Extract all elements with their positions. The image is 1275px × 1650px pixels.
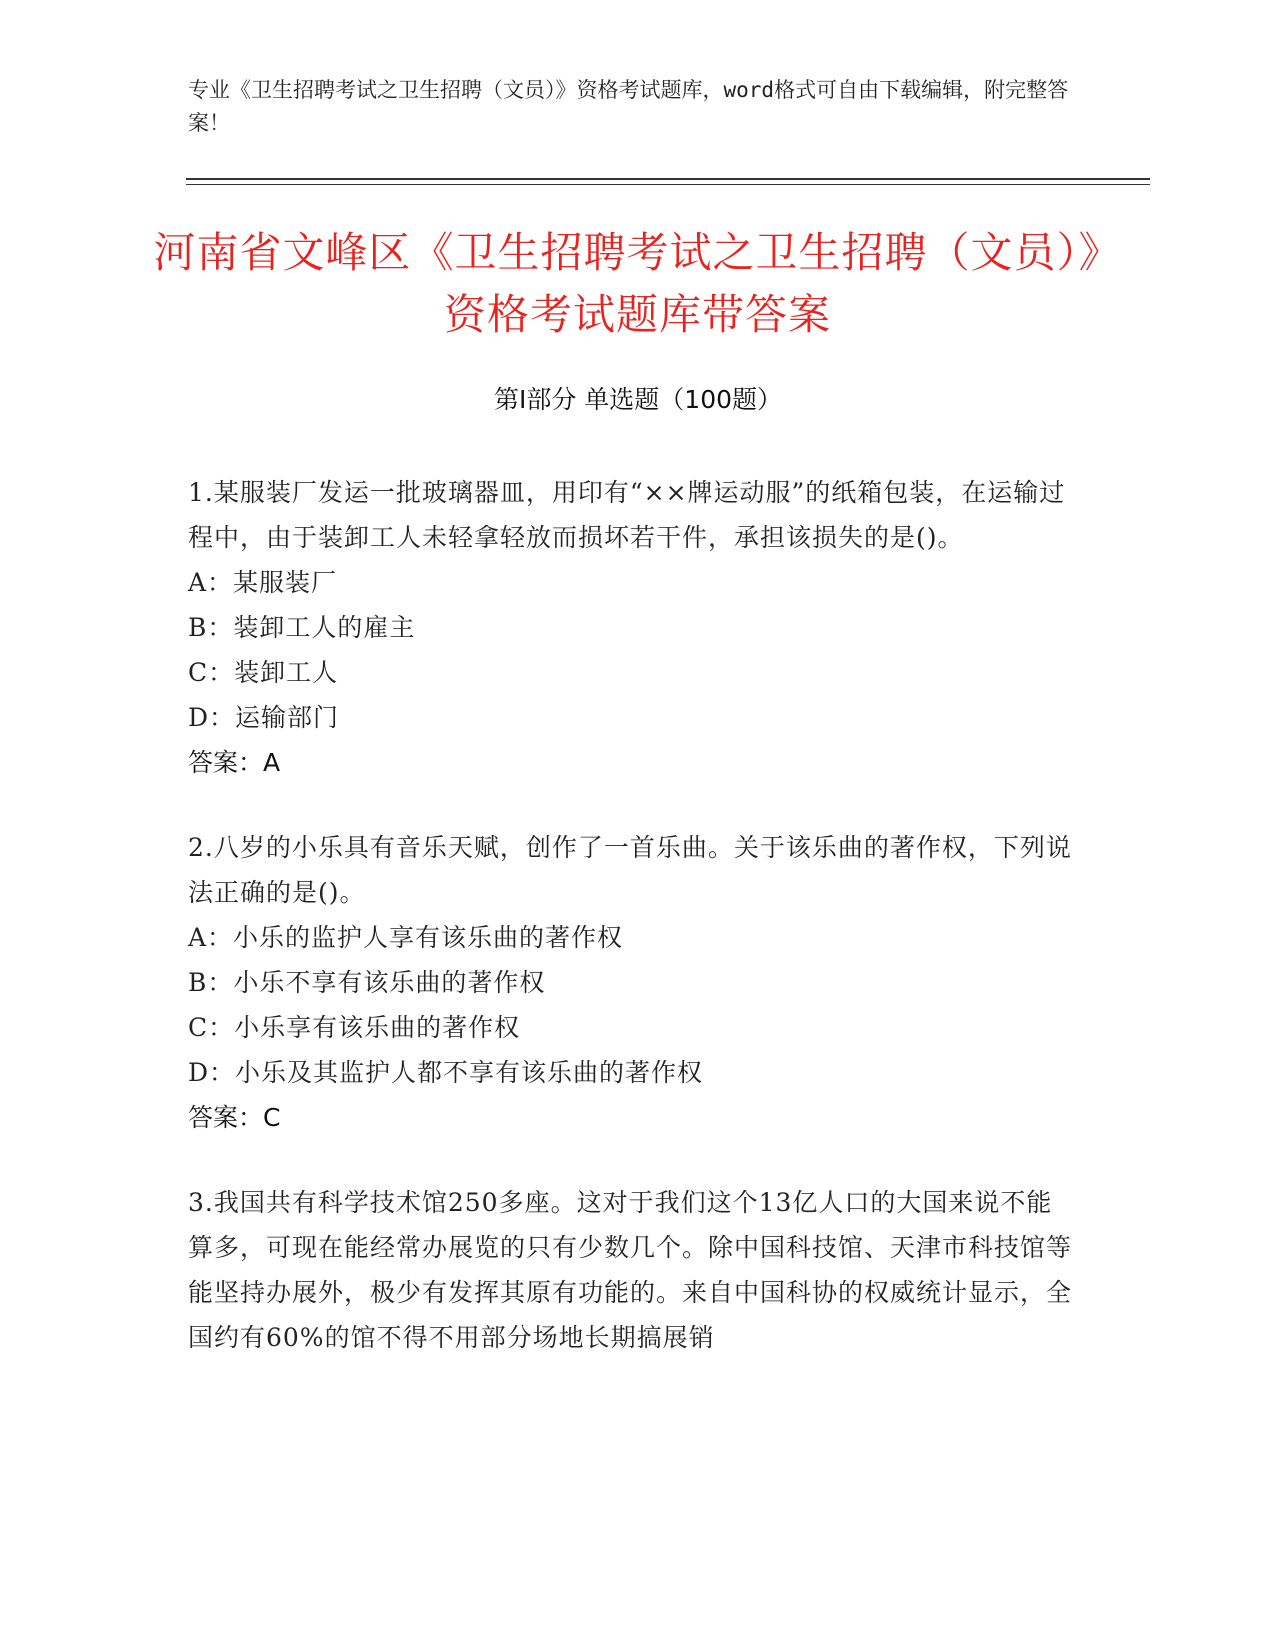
option-c: C：小乐享有该乐曲的著作权 (188, 1013, 521, 1042)
option-d: D：运输部门 (188, 703, 340, 732)
answer: 答案：C (188, 1103, 281, 1132)
header-divider-bottom (186, 184, 1150, 185)
question-text: 3.我国共有科学技术馆250多座。这对于我们这个13亿人口的大国来说不能算多，可现在能经常办展览的只有少数几个。除中国科技馆、天津市科技馆等能坚持办展外，极少有发挥其原有功能的。来自中国科协的权威统计显示，全国约有60%的馆不得不用部分场地长期搞展销 (188, 1188, 1073, 1352)
header-divider-top (186, 178, 1150, 180)
question-text: 1.某服装厂发运一批玻璃器皿，用印有“××牌运动服”的纸箱包装，在运输过程中，由于装卸工人未轻拿轻放而损坏若干件，承担该损失的是()。 (188, 478, 1066, 552)
header-note: 专业《卫生招聘考试之卫生招聘（文员）》资格考试题库，word格式可自由下载编辑，附完整答案！ (188, 78, 1069, 135)
option-b: B：装卸工人的雇主 (188, 613, 416, 642)
option-a: A：小乐的监护人享有该乐曲的著作权 (188, 923, 624, 952)
document-title: 河南省文峰区《卫生招聘考试之卫生招聘（文员）》资格考试题库带答案 (153, 228, 1122, 339)
option-b: B：小乐不享有该乐曲的著作权 (188, 968, 546, 997)
question-2 (188, 825, 1078, 1140)
option-c: C：装卸工人 (188, 658, 339, 687)
answer: 答案：A (188, 748, 281, 777)
question-1 (188, 470, 1078, 785)
section-heading: 第Ⅰ部分 单选题（100题） (493, 385, 783, 414)
option-d: D：小乐及其监护人都不享有该乐曲的著作权 (188, 1058, 704, 1087)
question-3 (188, 1180, 1078, 1360)
option-a: A：某服装厂 (188, 568, 338, 597)
question-list (188, 470, 1078, 1400)
question-text: 2.八岁的小乐具有音乐天赋，创作了一首乐曲。关于该乐曲的著作权，下列说法正确的是()。 (188, 833, 1072, 907)
